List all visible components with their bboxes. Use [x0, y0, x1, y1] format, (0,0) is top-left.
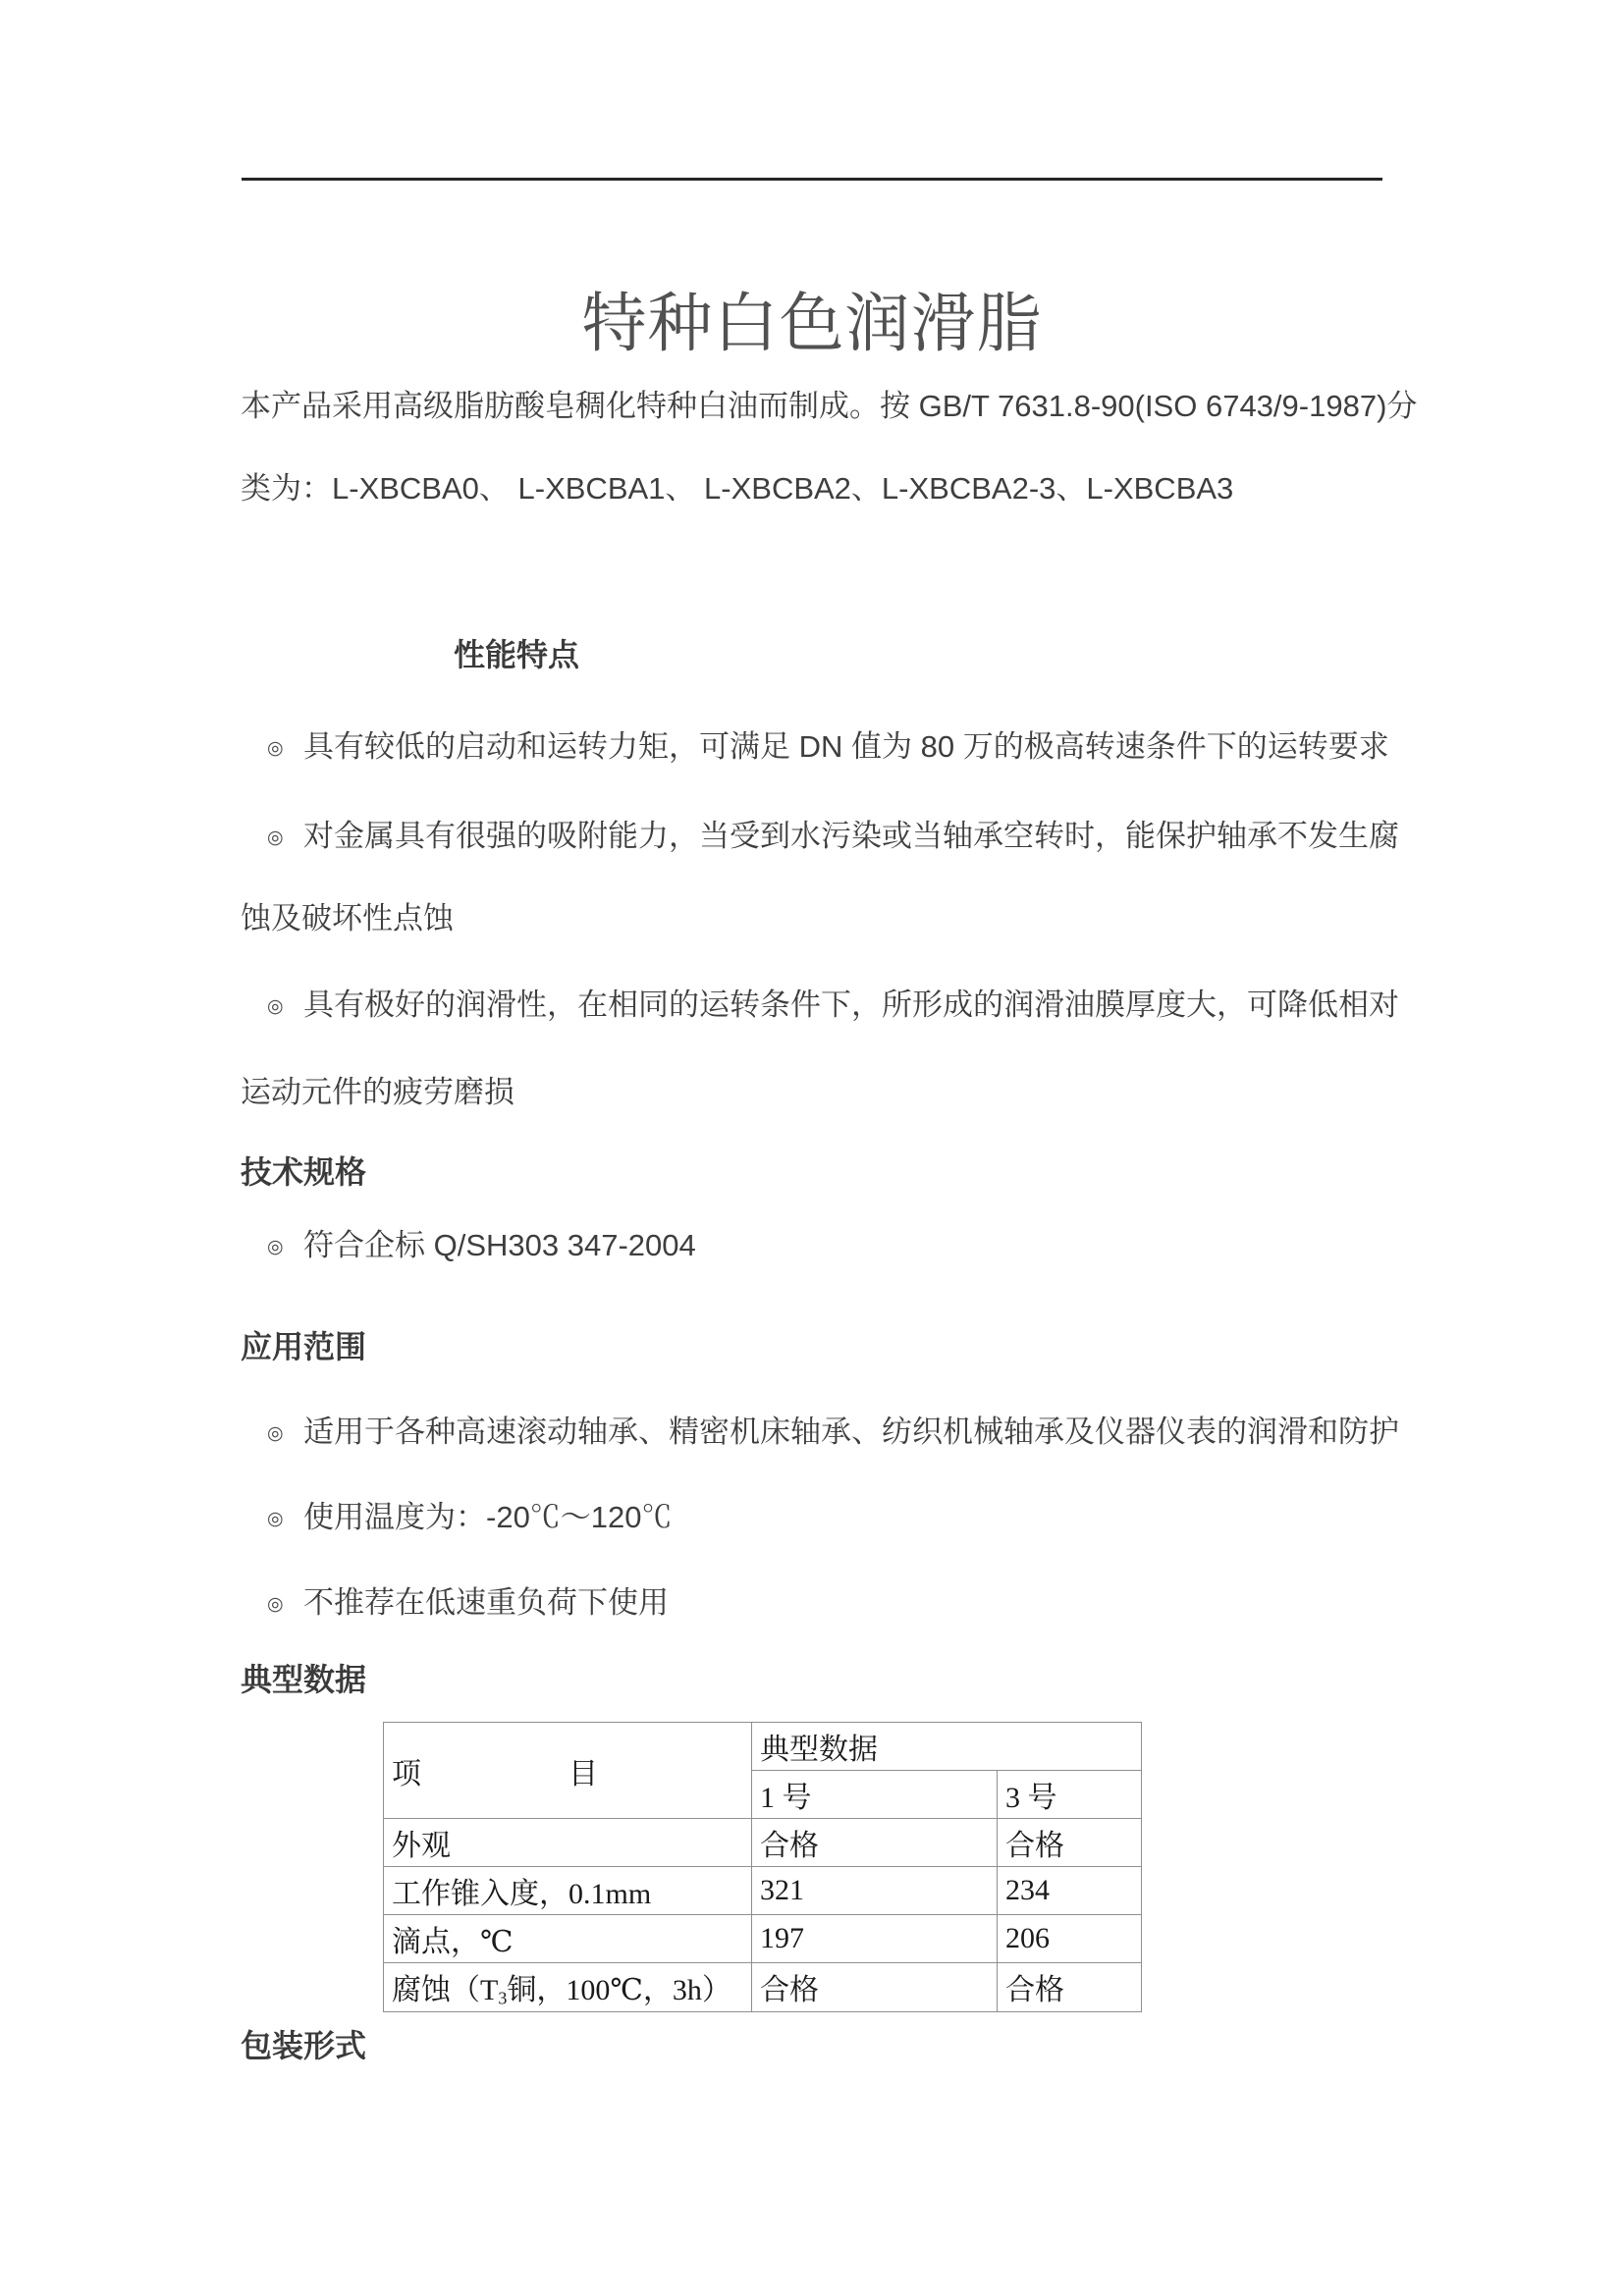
table-cell-grade1-value: 321 [752, 1867, 998, 1915]
table-cell-property [384, 1963, 752, 2012]
table-row-appearance [384, 1819, 1142, 1867]
section-heading-specs: 技术规格 [241, 1154, 367, 1190]
bullet-icon: ◎ [267, 738, 284, 759]
table-header-group: 典型数据 [752, 1723, 1142, 1771]
bullet-item-lubricity [267, 986, 1399, 1027]
section-heading-typical-data: 典型数据 [241, 1662, 367, 1697]
table-row-penetration [384, 1867, 1142, 1915]
section-heading-packaging: 包装形式 [241, 2028, 367, 2063]
bullet-icon: ◎ [267, 1423, 284, 1444]
table-cell-grade3-value: 合格 [998, 1963, 1142, 2012]
bullet-item-standard [267, 1226, 696, 1267]
table-cell-property: 滴点，℃ [384, 1915, 752, 1963]
bullet-item-temperature-range [267, 1498, 673, 1539]
page-title: 特种白色润滑脂 [581, 287, 1043, 359]
table-row-dropping-point [384, 1915, 1142, 1963]
bullet-icon: ◎ [267, 828, 284, 848]
bullet-text: 对金属具有很强的吸附能力，当受到水污染或当轴承空转时，能保护轴承不发生腐 [303, 819, 1399, 853]
table-header-grade-3: 3 号 [998, 1771, 1142, 1819]
bullet-item-lubricity-continued: 运动元件的疲劳磨损 [241, 1075, 514, 1109]
intro-line-2: 类为：L-XBCBA0、 L-XBCBA1、 L-XBCBA2、L-XBCBA2-3、L-XBCBA3 [241, 471, 1234, 506]
table-header-item: 项 目 [384, 1723, 752, 1819]
bullet-item-not-recommended [267, 1583, 669, 1625]
header-rule [242, 178, 1382, 181]
corrosion-label-subscript: 3 [498, 1988, 508, 2008]
table-cell-grade1-value: 197 [752, 1915, 998, 1963]
table-cell-grade1-value: 合格 [752, 1819, 998, 1867]
bullet-text: 符合企标 Q/SH303 347-2004 [303, 1228, 696, 1262]
table-cell-grade1-value: 合格 [752, 1963, 998, 2012]
bullet-text: 使用温度为：-20℃～120℃ [303, 1500, 673, 1534]
typical-data-table [383, 1722, 1142, 2012]
bullet-icon: ◎ [267, 1509, 284, 1529]
section-heading-application: 应用范围 [241, 1329, 367, 1364]
bullet-text: 具有较低的启动和运转力矩，可满足 DN 值为 80 万的极高转速条件下的运转要求 [303, 729, 1389, 764]
table-cell-grade3-value: 206 [998, 1915, 1142, 1963]
bullet-icon: ◎ [267, 1237, 284, 1257]
table-cell-property: 工作锥入度，0.1mm [384, 1867, 752, 1915]
section-heading-performance: 性能特点 [454, 637, 580, 672]
bullet-item-adsorption-continued: 蚀及破坏性点蚀 [241, 901, 454, 935]
table-header-grade-1: 1 号 [752, 1771, 998, 1819]
bullet-icon: ◎ [267, 996, 284, 1017]
bullet-icon: ◎ [267, 1594, 284, 1615]
corrosion-label-pre: 腐蚀（T [392, 1974, 499, 2006]
bullet-item-adsorption [267, 817, 1399, 858]
table-header-row-1 [384, 1723, 1142, 1771]
bullet-text: 具有极好的润滑性，在相同的运转条件下，所形成的润滑油膜厚度大，可降低相对 [303, 988, 1399, 1022]
table-cell-grade3-value: 合格 [998, 1819, 1142, 1867]
table-row-corrosion [384, 1963, 1142, 2012]
bullet-text: 不推荐在低速重负荷下使用 [303, 1585, 669, 1620]
bullet-text: 适用于各种高速滚动轴承、精密机床轴承、纺织机械轴承及仪器仪表的润滑和防护 [303, 1415, 1399, 1449]
bullet-item-startup-torque [267, 727, 1389, 769]
intro-line-1: 本产品采用高级脂肪酸皂稠化特种白油而制成。按 GB/T 7631.8-90(ISO 6743/9-1987)分 [241, 389, 1418, 423]
table-cell-grade3-value: 234 [998, 1867, 1142, 1915]
table-cell-property: 外观 [384, 1819, 752, 1867]
bullet-item-applicable-bearings [267, 1413, 1399, 1454]
corrosion-label-post: 铜，100℃，3h） [507, 1974, 731, 2006]
